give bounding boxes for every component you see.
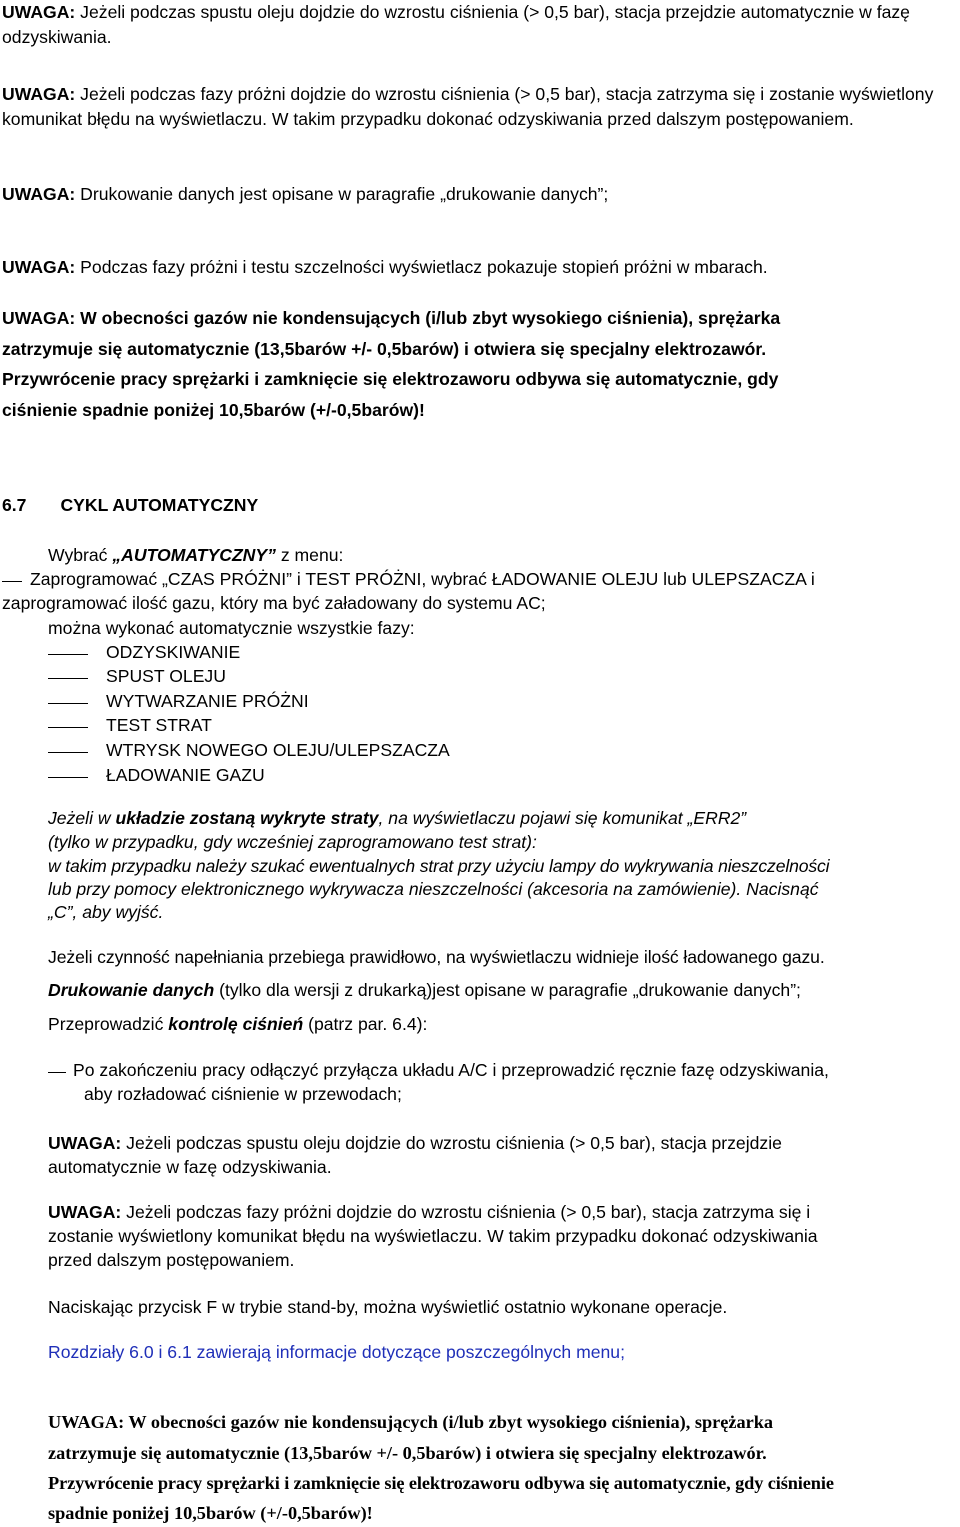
note-text: Jeżeli podczas spustu oleju dojdzie do wzrostu ciśnienia (> 0,5 bar), stacja przejdzie xyxy=(121,1133,782,1153)
note-vacuum-display xyxy=(2,255,952,280)
leak-text-end: , na wyświetlaczu pojawi się komunikat „ERR2” xyxy=(378,808,747,828)
phase-label: SPUST OLEJU xyxy=(106,666,226,686)
choose-text-end: z menu: xyxy=(275,545,344,565)
note-label: UWAGA: xyxy=(2,257,76,277)
after-line: aby rozładować ciśnienie w przewodach; xyxy=(84,1084,402,1104)
phase-label: ŁADOWANIE GAZU xyxy=(106,765,265,785)
print-text: (tylko dla wersji z drukarką)jest opisane w paragrafie „drukowanie danych”; xyxy=(214,980,801,1000)
note-line: UWAGA: W obecności gazów nie kondensujących (i/lub zbyt wysokiego ciśnienia), sprężarka xyxy=(2,308,781,328)
note-line: automatycznie w fazę odzyskiwania. xyxy=(48,1157,332,1177)
dash-bullet xyxy=(48,654,88,655)
note-line: ciśnienie spadnie poniżej 10,5barów (+/-0,5barów)! xyxy=(2,400,425,420)
note-label: UWAGA: xyxy=(2,184,76,204)
note-label: UWAGA: xyxy=(48,1133,122,1153)
dash-bullet xyxy=(48,678,88,679)
dash-bullet xyxy=(48,703,88,704)
leak-line: lub przy pomocy elektronicznego wykrywacza nieszczelności (akcesoria na zamówienie). Nacisnąć xyxy=(48,879,819,899)
dash-bullet xyxy=(48,727,88,728)
dash-bullet xyxy=(48,777,88,778)
section-number: 6.7 xyxy=(2,495,27,515)
dash-bullet xyxy=(48,752,88,753)
phase-label: WTRYSK NOWEGO OLEJU/ULEPSZACZA xyxy=(106,740,450,760)
note-label: UWAGA: xyxy=(48,1202,122,1222)
note-line: Przywrócenie pracy sprężarki i zamknięcie się elektrozaworu odbywa się automatycznie, gdy ciśnienie xyxy=(48,1473,834,1493)
note-text: Drukowanie danych jest opisane w paragrafie „drukowanie danych”; xyxy=(75,184,609,204)
note-line xyxy=(48,1131,782,1156)
note-line: spadnie poniżej 10,5barów (+/-0,5barów)! xyxy=(48,1503,373,1523)
print-line xyxy=(48,978,801,1003)
section-title: CYKL AUTOMATYCZNY xyxy=(60,495,259,515)
note-text: Jeżeli podczas fazy próżni dojdzie do wzrostu ciśnienia (> 0,5 bar), stacja zatrzyma się i zostanie wyświetlony komunikat błędu na wyświetlaczu. W takim przypadku dokonać odzyskiwania przed dalszym postępowaniem. xyxy=(2,84,934,129)
choose-menu-line xyxy=(48,543,343,568)
standby-line: Naciskając przycisk F w trybie stand-by, można wyświetlić ostatnio wykonane operacje. xyxy=(48,1297,728,1317)
dash-bullet xyxy=(2,581,22,582)
phase-label: ODZYSKIWANIE xyxy=(106,642,241,662)
note-line: Przywrócenie pracy sprężarki i zamknięcie się elektrozaworu odbywa się automatycznie, gdy xyxy=(2,369,779,389)
note-oil-drain xyxy=(2,0,952,49)
note-label: UWAGA: xyxy=(2,2,76,22)
note-text: Jeżeli podczas spustu oleju dojdzie do wzrostu ciśnienia (> 0,5 bar), stacja przejdzie automatycznie w fazę odzyskiwania. xyxy=(2,2,910,47)
leak-line xyxy=(48,806,746,831)
note-line: zostanie wyświetlony komunikat błędu na wyświetlaczu. W takim przypadku dokonać odzyskiwania xyxy=(48,1226,818,1246)
note-text: Podczas fazy próżni i testu szczelności wyświetlacz pokazuje stopień próżni w mbarach. xyxy=(75,257,768,277)
leak-line: (tylko w przypadku, gdy wcześniej zaprogramowano test strat): xyxy=(48,832,537,852)
dash-bullet xyxy=(48,1072,66,1073)
leak-text: Jeżeli w xyxy=(48,808,116,828)
note-text: Jeżeli podczas fazy próżni dojdzie do wzrostu ciśnienia (> 0,5 bar), stacja zatrzyma się i xyxy=(121,1202,811,1222)
control-text-end: (patrz par. 6.4): xyxy=(303,1014,428,1034)
choose-text: Wybrać xyxy=(48,545,113,565)
phases-intro: można wykonać automatycznie wszystkie fazy: xyxy=(48,618,415,638)
control-text: Przeprowadzić xyxy=(48,1014,169,1034)
program-line: zaprogramować ilość gazu, który ma być załadowany do systemu AC; xyxy=(2,593,546,613)
pressure-control-line xyxy=(48,1012,427,1037)
phase-label: TEST STRAT xyxy=(106,715,212,735)
section-heading xyxy=(2,493,258,518)
note-line xyxy=(48,1200,810,1225)
phase-label: WYTWARZANIE PRÓŻNI xyxy=(106,691,309,711)
after-line: Po zakończeniu pracy odłączyć przyłącza układu A/C i przeprowadzić ręcznie fazę odzyskiwania, xyxy=(73,1060,829,1080)
program-line: Zaprogramować „CZAS PRÓŻNI” i TEST PRÓŻNI, wybrać ŁADOWANIE OLEJU lub ULEPSZACZA i xyxy=(30,569,815,589)
control-emphasis: kontrolę ciśnień xyxy=(168,1014,304,1034)
note-vacuum-phase xyxy=(2,82,952,131)
menu-name: „AUTOMATYCZNY” xyxy=(112,545,276,565)
note-label: UWAGA: xyxy=(2,84,76,104)
leak-emphasis: układzie zostaną wykryte straty xyxy=(115,808,379,828)
note-line: zatrzymuje się automatycznie (13,5barów +/- 0,5barów) i otwiera się specjalny elektrozawór. xyxy=(48,1443,767,1463)
note-line: zatrzymuje się automatycznie (13,5barów +/- 0,5barów) i otwiera się specjalny elektrozawór. xyxy=(2,339,767,359)
chapters-reference: Rozdziały 6.0 i 6.1 zawierają informacje dotyczące poszczególnych menu; xyxy=(48,1342,625,1362)
leak-line: „C”, aby wyjść. xyxy=(48,902,164,922)
note-line: UWAGA: W obecności gazów nie kondensujących (i/lub zbyt wysokiego ciśnienia), sprężarka xyxy=(48,1412,774,1432)
fill-ok-line: Jeżeli czynność napełniania przebiega prawidłowo, na wyświetlaczu widnieje ilość ładowanego gazu. xyxy=(48,947,825,967)
print-emphasis: Drukowanie danych xyxy=(48,980,215,1000)
note-line: przed dalszym postępowaniem. xyxy=(48,1250,295,1270)
note-data-printing xyxy=(2,182,952,207)
leak-line: w takim przypadku należy szukać ewentualnych strat przy użyciu lampy do wykrywania nieszczelności xyxy=(48,856,830,876)
